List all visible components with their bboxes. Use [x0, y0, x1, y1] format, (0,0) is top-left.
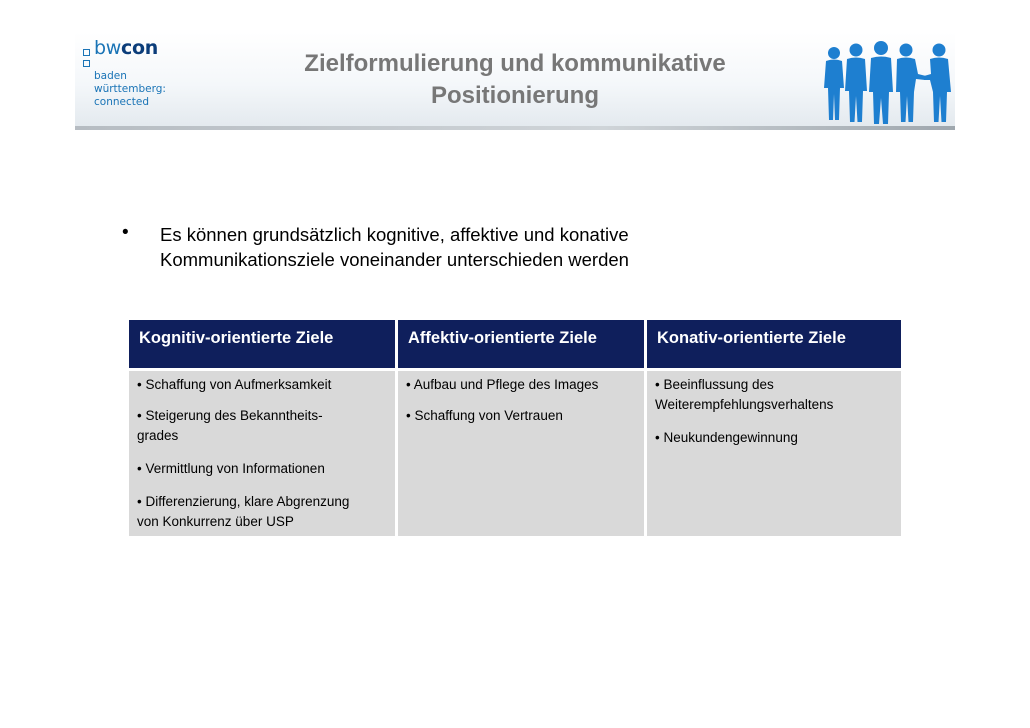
bullet-text [160, 222, 800, 272]
list-item: • Schaffung von Vertrauen [406, 408, 563, 423]
business-people-icon [820, 36, 955, 126]
header-divider [75, 126, 955, 130]
column-body-affektiv [398, 371, 644, 536]
bullet-line-1: Es können grundsätzlich kognitive, affektive und konative [160, 224, 629, 245]
bullet-line-2: Kommunikationsziele voneinander unterschieden werden [160, 249, 629, 270]
list-item: • Vermittlung von Informationen [137, 461, 325, 476]
column-header-kognitiv: Kognitiv-orientierte Ziele [129, 320, 395, 368]
list-item: • Schaffung von Aufmerksamkeit [137, 377, 332, 392]
column-konativ [647, 320, 901, 536]
logo-brand: bwcon [94, 37, 158, 59]
list-item: • Steigerung des Bekanntheits- grades [137, 408, 323, 443]
goals-table [129, 320, 901, 536]
column-header-konativ: Konativ-orientierte Ziele [647, 320, 901, 368]
bullet-marker: • [122, 222, 129, 243]
list-item: • Aufbau und Pflege des Images [406, 377, 599, 392]
column-body-kognitiv [129, 371, 395, 536]
column-affektiv [398, 320, 644, 536]
list-item: • Neukundengewinnung [655, 430, 798, 445]
list-item: • Beeinflussung des Weiterempfehlungsverhaltens [655, 377, 834, 412]
bwcon-logo [80, 37, 210, 117]
title-line-2: Positionierung [431, 82, 599, 109]
logo-dots-icon [83, 49, 90, 71]
title-line-1: Zielformulierung und kommunikative [304, 50, 726, 77]
column-body-konativ [647, 371, 901, 536]
page-title [240, 48, 790, 112]
logo-line-3: connected [94, 96, 149, 108]
logo-line-1: baden [94, 70, 127, 82]
column-kognitiv [129, 320, 395, 536]
list-item: • Differenzierung, klare Abgrenzung von Konkurrenz über USP [137, 494, 350, 529]
logo-line-2: württemberg: [94, 83, 166, 95]
column-header-affektiv: Affektiv-orientierte Ziele [398, 320, 644, 368]
